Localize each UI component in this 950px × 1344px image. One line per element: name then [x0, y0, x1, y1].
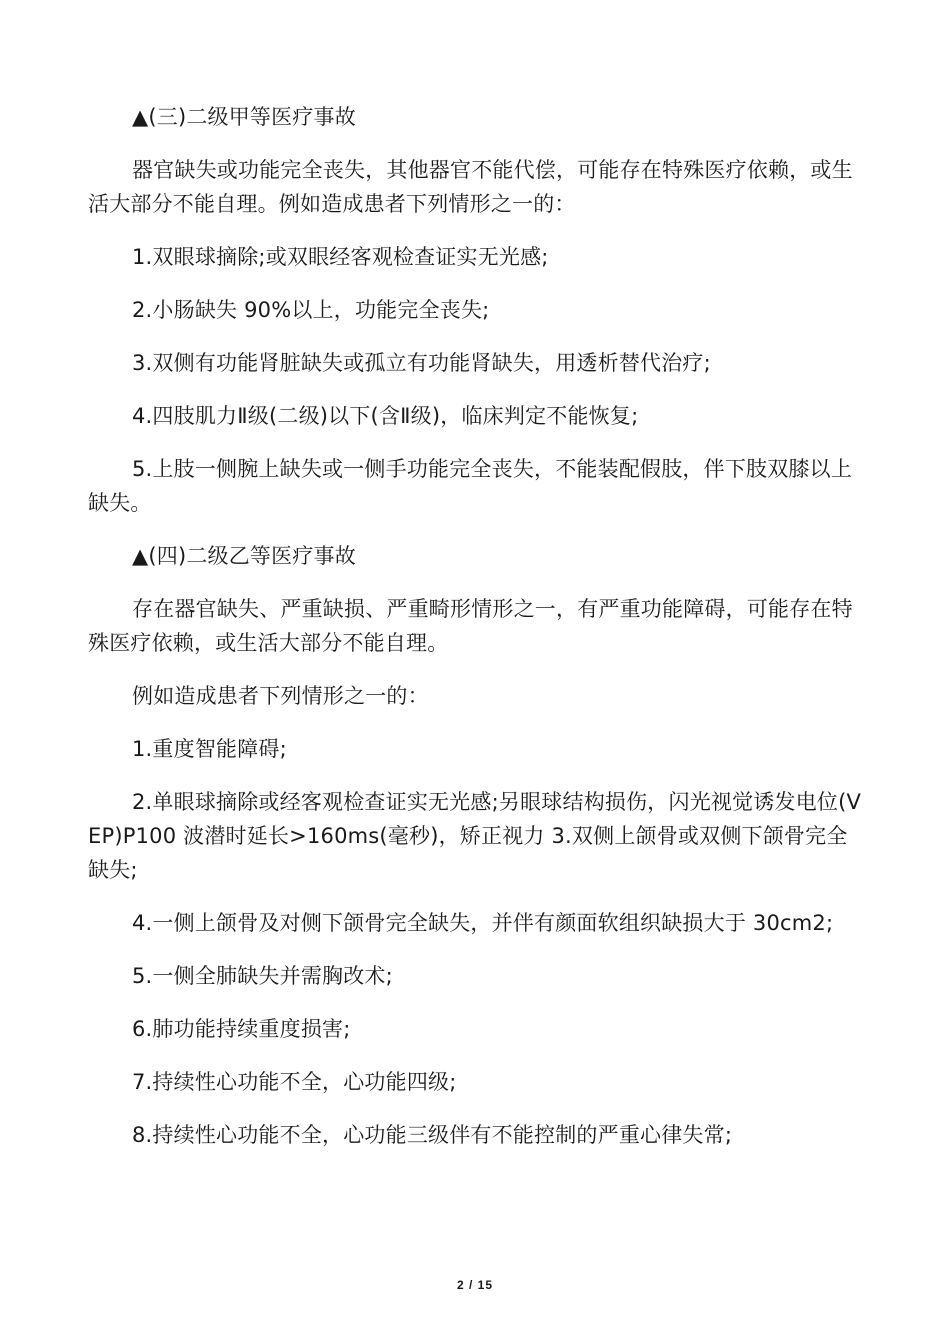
- paragraph: 存在器官缺失、严重缺损、严重畸形情形之一，有严重功能障碍，可能存在特殊医疗依赖，或生活大部分不能自理。: [88, 597, 853, 655]
- list-item: 2.小肠缺失 90%以上，功能完全丧失;: [132, 298, 490, 322]
- list-item: 1.重度智能障碍;: [132, 737, 287, 761]
- paragraph: 例如造成患者下列情形之一的：: [132, 684, 429, 708]
- list-item: 1.双眼球摘除;或双眼经客观检查证实无光感;: [132, 245, 549, 269]
- document-body: [88, 100, 866, 1171]
- paragraph: 器官缺失或功能完全丧失，其他器官不能代偿，可能存在特殊医疗依赖，或生活大部分不能自理。例如造成患者下列情形之一的：: [88, 158, 853, 216]
- list-item: 7.持续性心功能不全，心功能四级;: [132, 1070, 457, 1094]
- list-item: 2.单眼球摘除或经客观检查证实无光感;另眼球结构损伤，闪光视觉诱发电位(VEP)P100 波潜时延长>160ms(毫秒)，矫正视力 3.双侧上颌骨或双侧下颌骨完全缺失;: [88, 790, 862, 882]
- list-item: 8.持续性心功能不全，心功能三级伴有不能控制的严重心律失常;: [132, 1123, 733, 1147]
- list-item: 5.上肢一侧腕上缺失或一侧手功能完全丧失，不能装配假肢，伴下肢双膝以上缺失。: [88, 457, 853, 515]
- list-item: 3.双侧有功能肾脏缺失或孤立有功能肾缺失，用透析替代治疗;: [132, 351, 711, 375]
- list-item: 4.一侧上颌骨及对侧下颌骨完全缺失，并伴有颜面软组织缺损大于 30cm2;: [132, 911, 834, 935]
- list-item: 4.四肢肌力Ⅱ级(二级)以下(含Ⅱ级)，临床判定不能恢复;: [132, 404, 639, 428]
- section-heading: ▲(三)二级甲等医疗事故: [132, 105, 356, 129]
- page-number: 2 / 15: [456, 1278, 494, 1292]
- list-item: 6.肺功能持续重度损害;: [132, 1017, 351, 1041]
- list-item: 5.一侧全肺缺失并需胸改术;: [132, 964, 393, 988]
- section-heading: ▲(四)二级乙等医疗事故: [132, 544, 356, 568]
